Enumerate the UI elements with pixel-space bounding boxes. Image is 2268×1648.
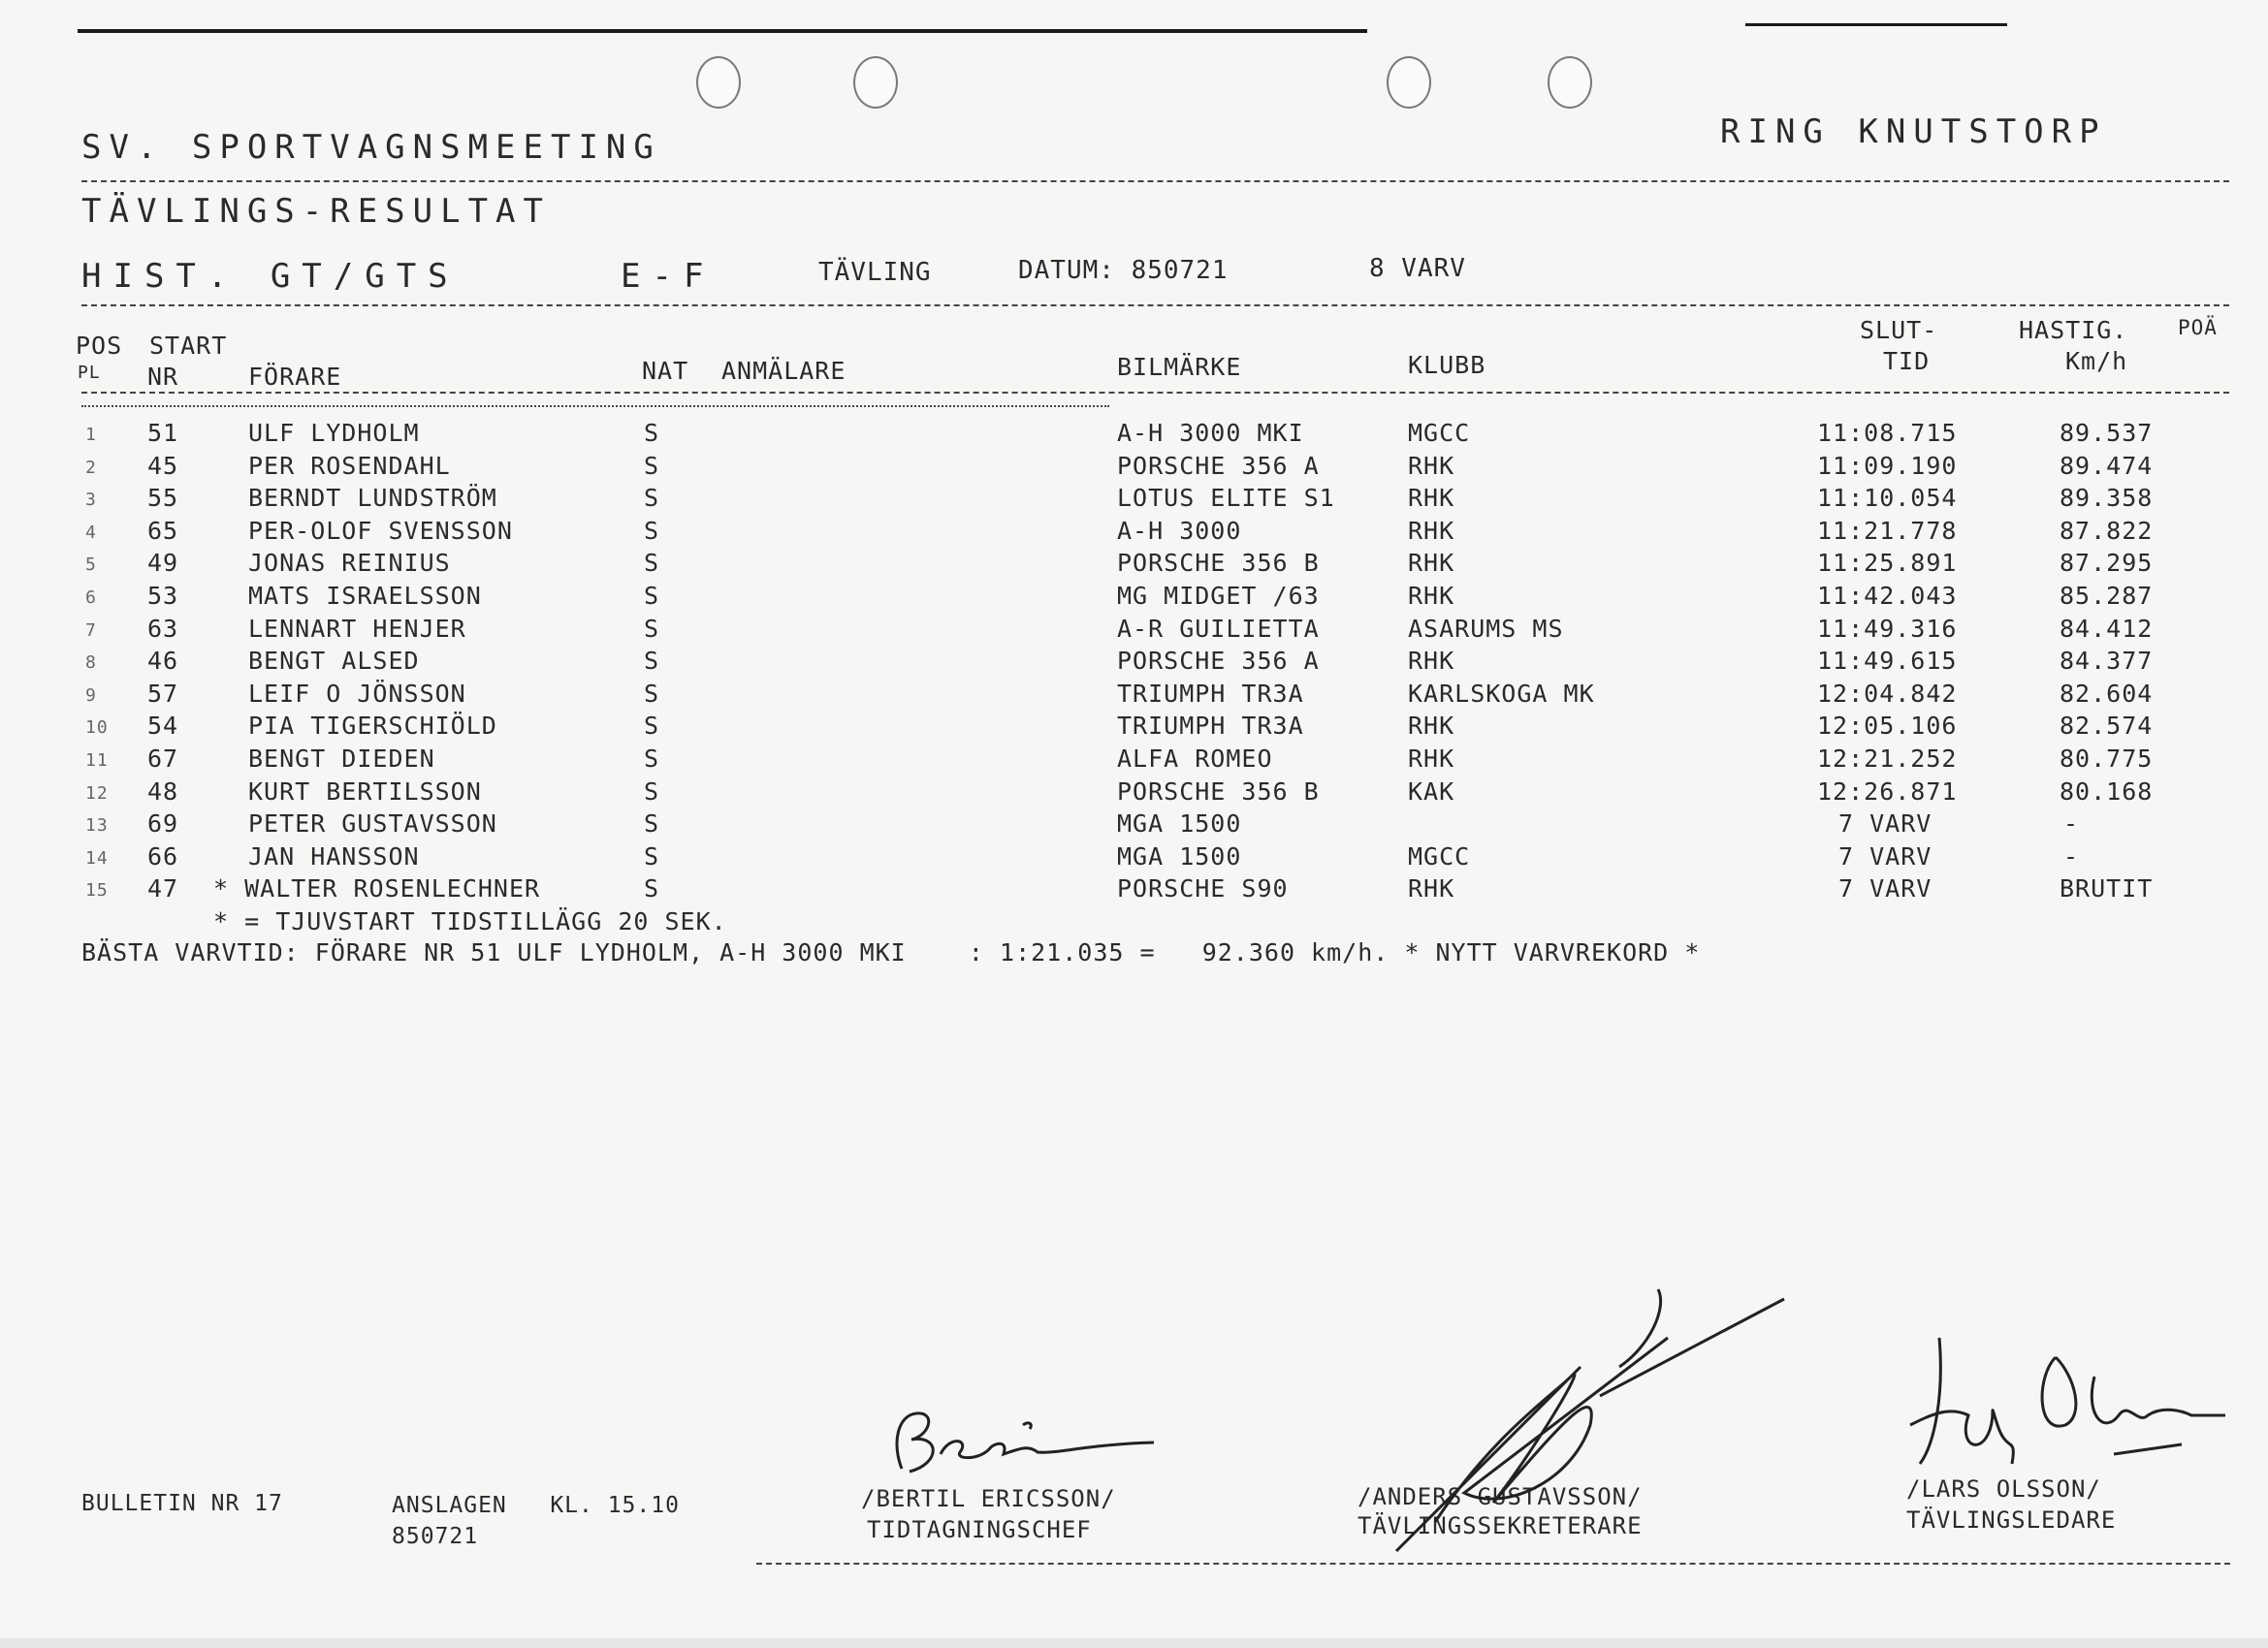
- result-club: RHK: [1408, 451, 1455, 480]
- result-speed: 84.377: [2060, 647, 2154, 676]
- result-speed: -: [2063, 841, 2080, 871]
- result-driver: * WALTER ROSENLECHNER: [213, 874, 541, 903]
- signature-lars-olsson: [1891, 1318, 2240, 1483]
- result-driver: KURT BERTILSSON: [248, 776, 482, 806]
- signature-bertil-ericsson: [873, 1396, 1183, 1493]
- col-start: START: [149, 332, 228, 360]
- result-driver: PIA TIGERSCHIÖLD: [248, 712, 497, 741]
- result-nat: S: [644, 614, 660, 643]
- top-edge-stroke: [78, 29, 1367, 33]
- result-nat: S: [644, 582, 660, 610]
- result-car: PORSCHE 356 A: [1117, 647, 1320, 676]
- result-car: A-R GUILIETTA: [1117, 614, 1320, 643]
- signatory-3-name: /LARS OLSSON/: [1906, 1475, 2101, 1503]
- result-car: LOTUS ELITE S1: [1117, 484, 1335, 513]
- table-row: [0, 874, 2268, 907]
- result-pos: 10: [85, 717, 109, 739]
- result-nat: S: [644, 484, 660, 513]
- result-speed: -: [2063, 809, 2080, 839]
- result-driver: PETER GUSTAVSSON: [248, 809, 497, 839]
- result-nat: S: [644, 549, 660, 578]
- col-car: BILMÄRKE: [1117, 353, 1242, 381]
- table-row: [0, 419, 2268, 452]
- race-date: DATUM: 850721: [1018, 256, 1229, 285]
- event-title: SV. SPORTVAGNSMEETING: [81, 128, 661, 167]
- result-club: MGCC: [1408, 419, 1471, 447]
- result-time: 11:08.715: [1817, 419, 1958, 447]
- result-time: 12:26.871: [1817, 776, 1958, 806]
- result-start-nr: 45: [147, 451, 179, 480]
- table-row: [0, 680, 2268, 713]
- result-speed: BRUTIT: [2060, 874, 2154, 903]
- result-club: RHK: [1408, 484, 1455, 513]
- result-driver: PER ROSENDAHL: [248, 451, 451, 480]
- result-pos: 7: [85, 619, 97, 641]
- result-time: 11:49.615: [1817, 647, 1958, 676]
- col-driver: FÖRARE: [248, 363, 342, 391]
- result-club: MGCC: [1408, 841, 1471, 871]
- result-pos: 13: [85, 815, 109, 837]
- result-driver: LEIF O JÖNSSON: [248, 679, 466, 708]
- punch-hole: [1548, 56, 1592, 109]
- signature-anders-gustavsson: [1377, 1280, 1804, 1570]
- result-start-nr: 46: [147, 647, 179, 676]
- table-row: [0, 745, 2268, 777]
- result-time: 7 VARV: [1838, 841, 1933, 871]
- result-car: PORSCHE S90: [1117, 874, 1289, 903]
- col-speed: HASTIG.: [2019, 316, 2128, 344]
- result-nat: S: [644, 874, 660, 903]
- document-title: TÄVLINGS-RESULTAT: [81, 192, 551, 231]
- punch-hole: [1387, 56, 1431, 109]
- divider: [81, 180, 2229, 182]
- col-pl: PL: [78, 363, 101, 383]
- result-start-nr: 47: [147, 874, 179, 903]
- posted-time: ANSLAGEN KL. 15.10: [392, 1493, 680, 1518]
- result-pos: 5: [85, 555, 97, 576]
- result-driver: PER-OLOF SVENSSON: [248, 516, 513, 545]
- result-time: 12:05.106: [1817, 712, 1958, 741]
- result-car: TRIUMPH TR3A: [1117, 712, 1304, 741]
- result-time: 11:49.316: [1817, 614, 1958, 643]
- result-car: A-H 3000: [1117, 516, 1242, 545]
- result-start-nr: 48: [147, 776, 179, 806]
- divider: [81, 405, 1109, 407]
- col-pos: POS: [76, 332, 123, 360]
- result-car: MGA 1500: [1117, 841, 1242, 871]
- result-start-nr: 65: [147, 516, 179, 545]
- race-class: HIST. GT/GTS: [81, 257, 460, 296]
- result-car: TRIUMPH TR3A: [1117, 679, 1304, 708]
- result-driver: LENNART HENJER: [248, 614, 466, 643]
- result-club: RHK: [1408, 712, 1455, 741]
- divider: [81, 392, 2229, 394]
- result-start-nr: 66: [147, 841, 179, 871]
- result-nat: S: [644, 745, 660, 773]
- result-driver: JONAS REINIUS: [248, 549, 451, 578]
- col-time: SLUT-: [1860, 316, 1938, 344]
- result-pos: 8: [85, 652, 97, 674]
- result-driver: BERNDT LUNDSTRÖM: [248, 484, 497, 513]
- result-pos: 3: [85, 490, 97, 511]
- race-laps: 8 VARV: [1369, 254, 1466, 283]
- bulletin-number: BULLETIN NR 17: [81, 1491, 283, 1516]
- result-speed: 87.822: [2060, 516, 2154, 545]
- race-group: E-F: [621, 257, 716, 296]
- punch-hole: [853, 56, 898, 109]
- result-club: RHK: [1408, 582, 1455, 610]
- signatory-2-role: TÄVLINGSSEKRETERARE: [1358, 1512, 1643, 1539]
- result-pos: 14: [85, 847, 109, 869]
- result-driver: BENGT DIEDEN: [248, 745, 435, 773]
- result-nat: S: [644, 809, 660, 839]
- result-car: A-H 3000 MKI: [1117, 419, 1304, 447]
- table-row: [0, 484, 2268, 517]
- result-club: RHK: [1408, 549, 1455, 578]
- result-nat: S: [644, 419, 660, 447]
- col-speed-2: Km/h: [2065, 347, 2128, 375]
- col-points: POÄ: [2178, 316, 2218, 339]
- result-car: PORSCHE 356 B: [1117, 549, 1320, 578]
- table-row: [0, 777, 2268, 810]
- divider: [81, 304, 2229, 306]
- table-row: [0, 809, 2268, 842]
- result-time: 11:42.043: [1817, 582, 1958, 610]
- result-start-nr: 63: [147, 614, 179, 643]
- result-start-nr: 54: [147, 712, 179, 741]
- result-driver: JAN HANSSON: [248, 841, 420, 871]
- result-speed: 89.537: [2060, 419, 2154, 447]
- signatory-1-role: TIDTAGNINGSCHEF: [867, 1516, 1092, 1543]
- result-driver: MATS ISRAELSSON: [248, 582, 482, 610]
- col-club: KLUBB: [1408, 351, 1486, 379]
- result-time: 11:25.891: [1817, 549, 1958, 578]
- result-club: KARLSKOGA MK: [1408, 679, 1595, 708]
- result-time: 12:04.842: [1817, 679, 1958, 708]
- result-car: ALFA ROMEO: [1117, 745, 1273, 773]
- col-nr: NR: [147, 363, 179, 391]
- punch-hole: [696, 56, 741, 109]
- venue: RING KNUTSTORP: [1720, 112, 2107, 151]
- result-speed: 80.168: [2060, 776, 2154, 806]
- result-start-nr: 51: [147, 419, 179, 447]
- result-car: PORSCHE 356 A: [1117, 451, 1320, 480]
- result-driver: BENGT ALSED: [248, 647, 420, 676]
- result-pos: 9: [85, 684, 97, 706]
- table-row: [0, 615, 2268, 648]
- result-time: 7 VARV: [1838, 874, 1933, 903]
- result-start-nr: 57: [147, 679, 179, 708]
- result-start-nr: 67: [147, 745, 179, 773]
- result-pos: 15: [85, 880, 109, 902]
- result-club: KAK: [1408, 776, 1455, 806]
- result-time: 11:10.054: [1817, 484, 1958, 513]
- result-pos: 12: [85, 782, 109, 804]
- footnote: * = TJUVSTART TIDSTILLÄGG 20 SEK.: [213, 907, 727, 935]
- result-speed: 87.295: [2060, 549, 2154, 578]
- result-club: ASARUMS MS: [1408, 614, 1564, 643]
- result-nat: S: [644, 647, 660, 676]
- result-time: 11:21.778: [1817, 516, 1958, 545]
- result-nat: S: [644, 679, 660, 708]
- result-speed: 82.604: [2060, 679, 2154, 708]
- result-pos: 6: [85, 587, 97, 608]
- result-car: MG MIDGET /63: [1117, 582, 1320, 610]
- table-row: [0, 647, 2268, 680]
- table-row: [0, 582, 2268, 615]
- table-row: [0, 517, 2268, 550]
- result-time: 11:09.190: [1817, 451, 1958, 480]
- fastest-lap: BÄSTA VARVTID: FÖRARE NR 51 ULF LYDHOLM, A-H 3000 MKI : 1:21.035 = 92.360 km/h. * NYTT VARVREKORD *: [81, 938, 1701, 967]
- result-car: PORSCHE 356 B: [1117, 776, 1320, 806]
- posted-date: 850721: [392, 1524, 479, 1549]
- result-driver: ULF LYDHOLM: [248, 419, 420, 447]
- signatory-1-name: /BERTIL ERICSSON/: [861, 1485, 1116, 1512]
- top-edge-stroke-right: [1745, 23, 2007, 26]
- result-start-nr: 55: [147, 484, 179, 513]
- result-start-nr: 53: [147, 582, 179, 610]
- result-nat: S: [644, 776, 660, 806]
- result-speed: 89.474: [2060, 451, 2154, 480]
- result-pos: 11: [85, 750, 109, 771]
- table-row: [0, 712, 2268, 745]
- signatory-3-role: TÄVLINGSLEDARE: [1906, 1506, 2117, 1534]
- result-club: RHK: [1408, 647, 1455, 676]
- result-club: RHK: [1408, 874, 1455, 903]
- result-speed: 89.358: [2060, 484, 2154, 513]
- result-club: RHK: [1408, 516, 1455, 545]
- col-nat: NAT: [642, 357, 689, 385]
- result-speed: 84.412: [2060, 614, 2154, 643]
- result-nat: S: [644, 841, 660, 871]
- result-nat: S: [644, 451, 660, 480]
- result-pos: 1: [85, 425, 97, 445]
- result-pos: 4: [85, 522, 97, 543]
- table-row: [0, 452, 2268, 485]
- result-pos: 2: [85, 457, 97, 478]
- col-time-2: TID: [1883, 347, 1931, 375]
- result-start-nr: 49: [147, 549, 179, 578]
- col-entrant: ANMÄLARE: [721, 357, 847, 385]
- race-word: TÄVLING: [818, 258, 932, 287]
- result-time: 12:21.252: [1817, 745, 1958, 773]
- result-time: 7 VARV: [1838, 809, 1933, 839]
- result-car: MGA 1500: [1117, 809, 1242, 839]
- table-row: [0, 549, 2268, 582]
- result-speed: 80.775: [2060, 745, 2154, 773]
- result-nat: S: [644, 712, 660, 741]
- result-speed: 82.574: [2060, 712, 2154, 741]
- result-nat: S: [644, 516, 660, 545]
- result-club: RHK: [1408, 745, 1455, 773]
- table-row: [0, 842, 2268, 875]
- result-speed: 85.287: [2060, 582, 2154, 610]
- result-start-nr: 69: [147, 809, 179, 839]
- signatory-2-name: /ANDERS GUSTAVSSON/: [1358, 1483, 1643, 1510]
